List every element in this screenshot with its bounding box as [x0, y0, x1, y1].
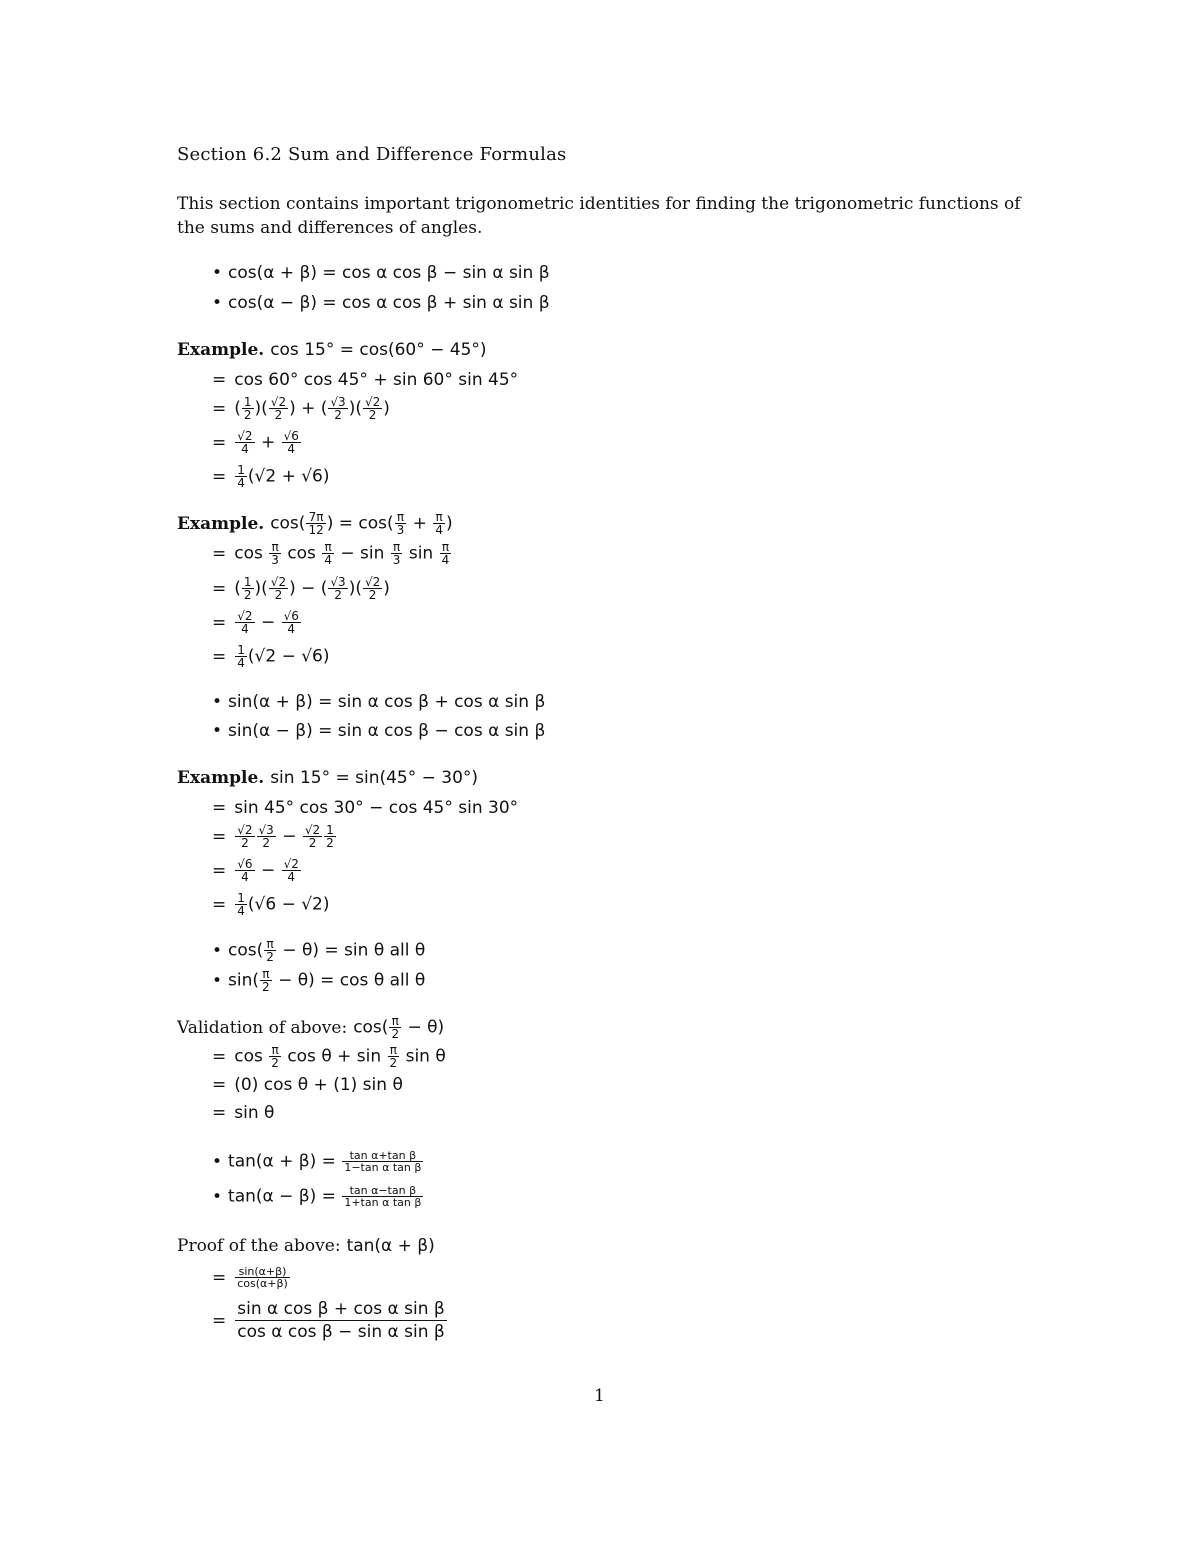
fraction: $\frac{√2}{2}$ — [364, 575, 381, 602]
identity-text: sin(α + β) = sin α cos β + cos α sin β — [228, 692, 546, 712]
example-step: = sin 45° cos 30° − cos 45° sin 30° — [212, 798, 519, 818]
fraction: $\frac{√6}{4}$ — [283, 609, 299, 636]
fraction: $\frac{\pi}{3}$ — [396, 510, 405, 537]
fraction: $\frac{\pi}{2}$ — [262, 967, 270, 994]
example-heading: Example. cos( $\frac{7\pi}{12}$ ) = cos( $\frac{\pi}{3}$ + $\frac{\pi}{4}$ ) — [177, 510, 453, 537]
validation-step: = cos $\frac{\pi}{2}$ cos θ + sin $\frac{\pi}{2}$ sin θ — [212, 1043, 446, 1070]
proof-step: = $\frac{\sin(\alpha+\beta)}{\cos(\alpha+\beta)}$ — [212, 1265, 288, 1290]
identity-bullet — [212, 262, 550, 284]
proof-step: = $\frac{\text{sin α cos β + cos α sin β}}{\text{cos α cos β − sin α sin β}}$ — [212, 1299, 445, 1342]
fraction: $\frac{\pi}{4}$ — [441, 540, 450, 567]
fraction: $\frac{√2}{4}$ — [283, 857, 299, 884]
intro-paragraph: This section contains important trigonometric identities for finding the trigonometric functions of the sums and differences of angles. — [177, 194, 1021, 238]
identity-bullet: • sin( $\frac{\pi}{2}$ − θ) = cos θ all θ — [212, 967, 426, 994]
example-heading — [177, 767, 478, 789]
fraction: $\frac{1}{4}$ — [237, 463, 245, 490]
example-step: = $\frac{1}{4}$ (√2 + √6) — [212, 463, 330, 490]
validation-heading: Validation of above: cos( $\frac{\pi}{2}$ − θ) — [177, 1014, 445, 1041]
bullet-dot: • — [212, 940, 223, 961]
example-step: = $\frac{√2}{2}$ $\frac{√3}{2}$ − $\frac{√2}{2}$ $\frac{1}{2}$ — [212, 823, 334, 850]
section-title: Section 6.2 Sum and Difference Formulas — [177, 144, 567, 165]
fraction: $\frac{\text{tan α−tan β}}{\text{1+tan α tan β}}$ — [344, 1184, 422, 1209]
example-step: = ( $\frac{1}{2}$ )( $\frac{√2}{2}$ ) − ( $\frac{√3}{2}$ )( $\frac{√2}{2}$ ) — [212, 575, 390, 602]
fraction: $\frac{√3}{2}$ — [330, 575, 346, 602]
fraction: $\frac{\pi}{3}$ — [392, 540, 401, 567]
example-step: = $\frac{√2}{4}$ − $\frac{√6}{4}$ — [212, 609, 299, 636]
fraction: $\frac{√2}{2}$ — [304, 823, 321, 850]
fraction: $\frac{√6}{4}$ — [283, 429, 299, 456]
identity-bullet — [212, 720, 545, 742]
identity-bullet: • tan(α + β) = $\frac{\text{tan α+tan β}}{\text{1−tan α tan β}}$ — [212, 1149, 422, 1174]
fraction: $\frac{\text{sin α cos β + cos α sin β}}{\text{cos α cos β − sin α sin β}}$ — [237, 1299, 445, 1342]
example-label: Example. — [177, 513, 265, 534]
fraction: $\frac{\text{tan α+tan β}}{\text{1−tan α tan β}}$ — [344, 1149, 422, 1174]
fraction: $\frac{\pi}{4}$ — [435, 510, 443, 537]
bullet-dot: • — [212, 1186, 223, 1207]
identity-text: cos(α − β) = cos α cos β + sin α sin β — [228, 293, 550, 313]
bullet-dot: • — [212, 263, 223, 283]
example-label: Example. — [177, 768, 265, 788]
example-heading — [177, 339, 487, 361]
fraction: $\frac{1}{4}$ — [237, 643, 245, 670]
example-expression: sin 15° = sin(45° − 30°) — [270, 768, 479, 788]
identity-text: sin(α − β) = sin α cos β − cos α sin β — [228, 721, 546, 741]
example-step: = cos $\frac{\pi}{3}$ cos $\frac{\pi}{4}$ − sin $\frac{\pi}{3}$ sin $\frac{\pi}{4}$ — [212, 540, 450, 567]
bullet-dot: • — [212, 721, 223, 741]
page-number: 1 — [594, 1386, 605, 1406]
fraction: $\frac{√2}{4}$ — [237, 429, 253, 456]
validation-step: = sin θ — [212, 1103, 275, 1123]
proof-heading: Proof of the above: tan(α + β) — [177, 1236, 435, 1256]
example-step: = ( $\frac{1}{2}$ )( $\frac{√2}{2}$ ) + ( $\frac{√3}{2}$ )( $\frac{√2}{2}$ ) — [212, 395, 390, 422]
fraction: $\frac{√2}{2}$ — [237, 823, 253, 850]
example-expression: cos 15° = cos(60° − 45°) — [270, 340, 487, 360]
fraction: $\frac{√3}{2}$ — [330, 395, 346, 422]
fraction: $\frac{\sin(\alpha+\beta)}{\cos(\alpha+\beta)}$ — [237, 1265, 288, 1290]
fraction: $\frac{√2}{2}$ — [270, 395, 287, 422]
example-step: = $\frac{1}{4}$ (√6 − √2) — [212, 891, 330, 918]
fraction: $\frac{\pi}{3}$ — [271, 540, 279, 567]
example-step: = $\frac{√6}{4}$ − $\frac{√2}{4}$ — [212, 857, 299, 884]
example-label: Example. — [177, 340, 265, 360]
bullet-dot: • — [212, 692, 223, 712]
fraction: $\frac{√6}{4}$ — [237, 857, 253, 884]
bullet-dot: • — [212, 970, 223, 991]
bullet-dot: • — [212, 1151, 223, 1172]
bullet-dot: • — [212, 293, 223, 313]
fraction: $\frac{\pi}{2}$ — [389, 1043, 398, 1070]
example-step: = $\frac{√2}{4}$ + $\frac{√6}{4}$ — [212, 429, 299, 456]
identity-text: cos(α + β) = cos α cos β − sin α sin β — [228, 263, 550, 283]
validation-step: = (0) cos θ + (1) sin θ — [212, 1075, 403, 1095]
fraction: $\frac{\pi}{4}$ — [324, 540, 332, 567]
fraction: $\frac{\pi}{2}$ — [391, 1014, 400, 1041]
identity-bullet: • cos( $\frac{\pi}{2}$ − θ) = sin θ all θ — [212, 937, 426, 964]
fraction: $\frac{1}{2}$ — [326, 823, 334, 850]
identity-bullet — [212, 292, 550, 314]
fraction: $\frac{1}{2}$ — [243, 395, 252, 422]
fraction: $\frac{1}{2}$ — [243, 575, 252, 602]
example-step: = cos 60° cos 45° + sin 60° sin 45° — [212, 370, 519, 390]
identity-bullet: • tan(α − β) = $\frac{\text{tan α−tan β}}{\text{1+tan α tan β}}$ — [212, 1184, 422, 1209]
fraction: $\frac{√2}{4}$ — [237, 609, 253, 636]
fraction: $\frac{√2}{2}$ — [270, 575, 287, 602]
fraction: $\frac{7\pi}{12}$ — [308, 510, 324, 537]
fraction: $\frac{√2}{2}$ — [364, 395, 381, 422]
fraction: $\frac{√3}{2}$ — [258, 823, 274, 850]
identity-bullet — [212, 691, 545, 713]
fraction: $\frac{\pi}{2}$ — [266, 937, 274, 964]
example-step: = $\frac{1}{4}$ (√2 − √6) — [212, 643, 330, 670]
fraction: $\frac{\pi}{2}$ — [271, 1043, 279, 1070]
fraction: $\frac{1}{4}$ — [237, 891, 245, 918]
